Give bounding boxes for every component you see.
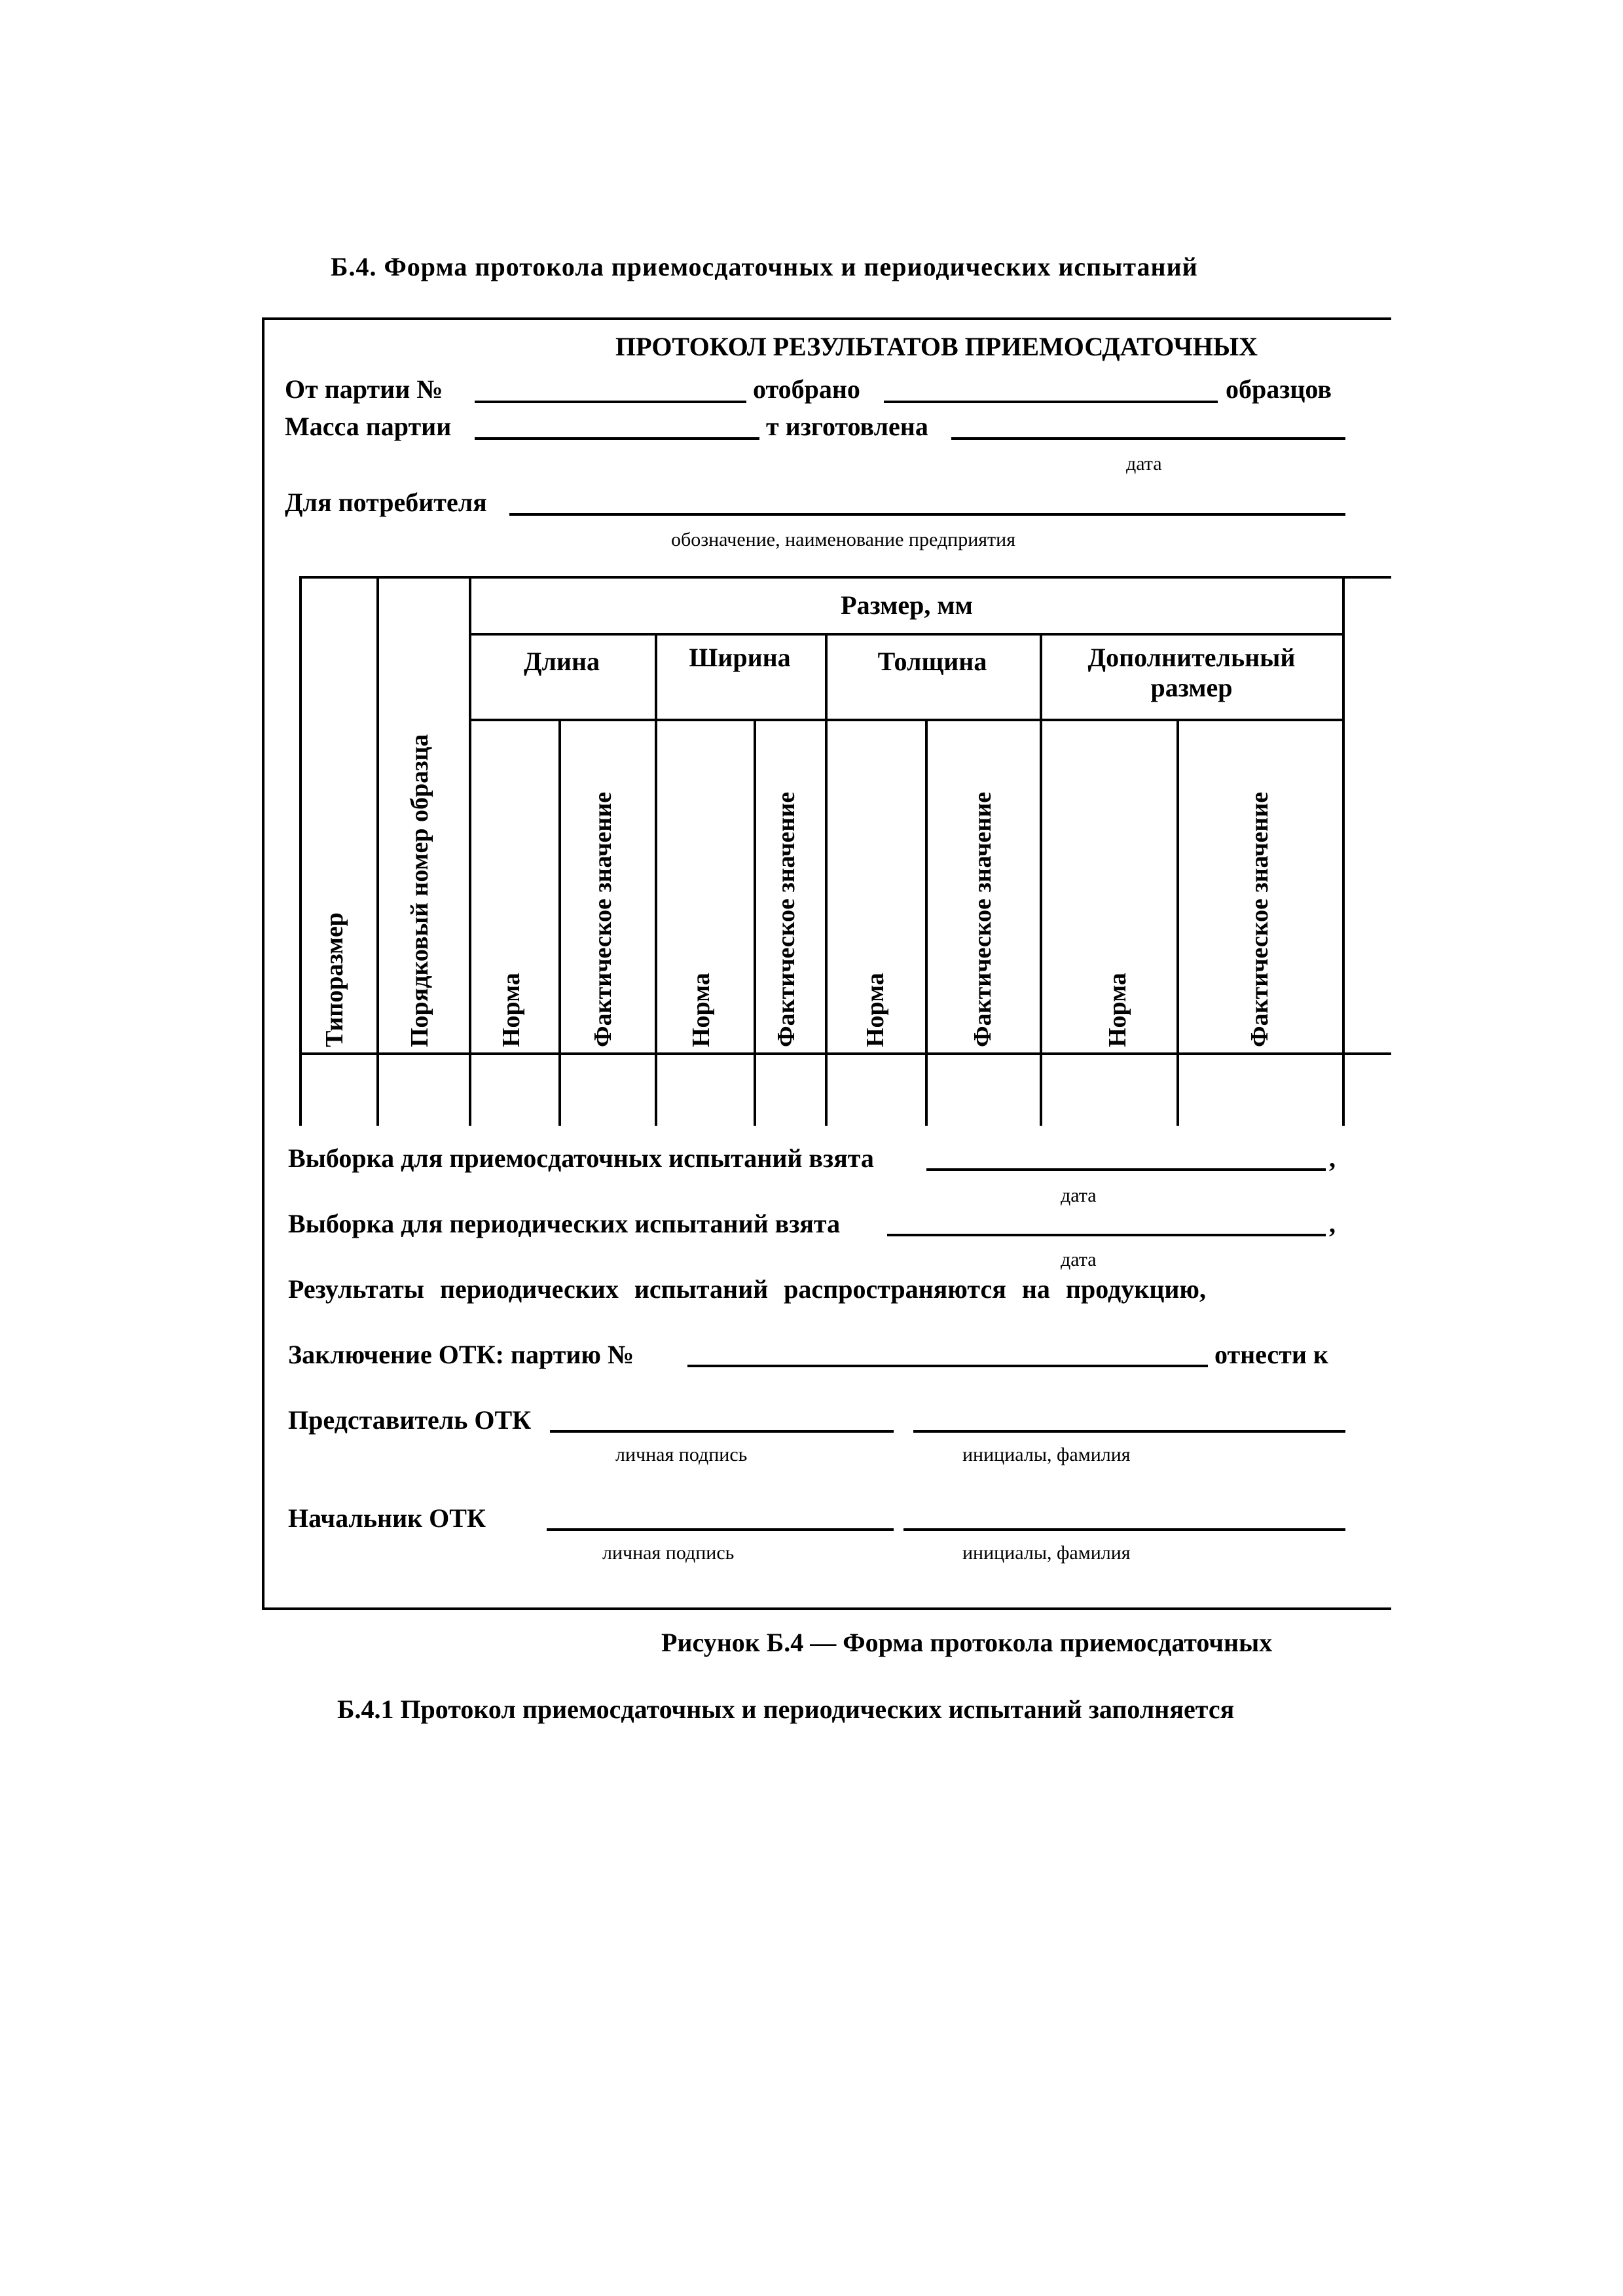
made-date-caption: дата <box>1126 453 1162 475</box>
table-vline <box>299 576 302 1126</box>
batch-label: От партии № <box>285 374 443 404</box>
samples-label: образцов <box>1226 374 1332 404</box>
periodic-sample-label: Выборка для периодических испытаний взята <box>288 1209 841 1238</box>
figure-caption: Рисунок Б.4 — Форма протокола приемосдаточных <box>661 1628 1273 1657</box>
table-vline <box>376 576 379 1126</box>
rep-signature-caption: личная подпись <box>615 1444 748 1465</box>
table-vline <box>754 720 756 1126</box>
sub-actual-additional: Фактическое значение <box>1246 791 1273 1047</box>
sub-norm-additional: Норма <box>1104 973 1131 1047</box>
group-length: Длина <box>523 647 600 676</box>
table-hline <box>469 719 1345 721</box>
consumer-caption: обозначение, наименование предприятия <box>671 529 1016 550</box>
comma: , <box>1329 1143 1336 1173</box>
group-width: Ширина <box>689 643 791 672</box>
table-hline <box>469 633 1345 636</box>
rep-initials-caption: инициалы, фамилия <box>962 1444 1131 1465</box>
sub-actual-length: Фактическое значение <box>589 791 617 1047</box>
table-vline <box>1342 576 1345 1126</box>
sub-actual-width: Фактическое значение <box>773 791 800 1047</box>
chief-signature-caption: личная подпись <box>602 1542 735 1564</box>
group-thickness: Толщина <box>877 647 987 676</box>
acceptance-sample-date-field[interactable] <box>926 1168 1326 1171</box>
made-label: т изготовлена <box>766 412 928 441</box>
acceptance-date-caption: дата <box>1061 1185 1097 1206</box>
sub-actual-thickness: Фактическое значение <box>969 791 996 1047</box>
chief-signature-field[interactable] <box>547 1528 894 1531</box>
group-additional: Дополнительный размер <box>1087 643 1296 702</box>
col-seq: Порядковый номер образца <box>406 734 433 1047</box>
selected-count-field[interactable] <box>884 401 1218 403</box>
consumer-label: Для потребителя <box>285 488 487 517</box>
made-date-field[interactable] <box>951 437 1345 440</box>
periodic-sample-date-field[interactable] <box>887 1234 1326 1236</box>
chief-label: Начальник ОТК <box>288 1503 486 1533</box>
rep-initials-field[interactable] <box>913 1430 1345 1433</box>
table-vline <box>925 720 928 1126</box>
conclusion-tail: отнести к <box>1214 1340 1328 1369</box>
col-type: Типоразмер <box>321 912 348 1047</box>
representative-label: Представитель ОТК <box>288 1405 532 1435</box>
form-title: ПРОТОКОЛ РЕЗУЛЬТАТОВ ПРИЕМОСДАТОЧНЫХ <box>615 332 1258 361</box>
body-paragraph: Б.4.1 Протокол приемосдаточных и периодических испытаний заполняется <box>337 1695 1235 1724</box>
size-header: Размер, мм <box>841 590 973 620</box>
sub-norm-width: Норма <box>687 973 715 1047</box>
acceptance-sample-label: Выборка для приемосдаточных испытаний взята <box>288 1143 874 1173</box>
table-vline <box>1176 720 1179 1126</box>
selected-label: отобрано <box>753 374 860 404</box>
form-frame-top <box>262 317 1391 320</box>
conclusion-label: Заключение ОТК: партию № <box>288 1340 634 1369</box>
mass-field[interactable] <box>475 437 759 440</box>
comma: , <box>1329 1209 1336 1238</box>
batch-number-field[interactable] <box>475 401 746 403</box>
conclusion-batch-field[interactable] <box>687 1365 1208 1367</box>
table-hline <box>299 576 1391 579</box>
form-frame-bottom <box>262 1607 1391 1610</box>
results-text: Результаты периодических испытаний распространяются на продукцию, <box>288 1274 1206 1304</box>
sub-norm-length: Норма <box>498 973 525 1047</box>
chief-initials-field[interactable] <box>903 1528 1345 1531</box>
consumer-field[interactable] <box>509 513 1345 516</box>
mass-label: Масса партии <box>285 412 452 441</box>
rep-signature-field[interactable] <box>550 1430 894 1433</box>
table-hline <box>299 1052 1391 1055</box>
table-vline <box>558 720 561 1126</box>
form-frame-left <box>262 317 264 1610</box>
periodic-date-caption: дата <box>1061 1249 1097 1270</box>
section-heading: Б.4. Форма протокола приемосдаточных и периодических испытаний <box>331 252 1198 281</box>
chief-initials-caption: инициалы, фамилия <box>962 1542 1131 1564</box>
sub-norm-thickness: Норма <box>862 973 889 1047</box>
